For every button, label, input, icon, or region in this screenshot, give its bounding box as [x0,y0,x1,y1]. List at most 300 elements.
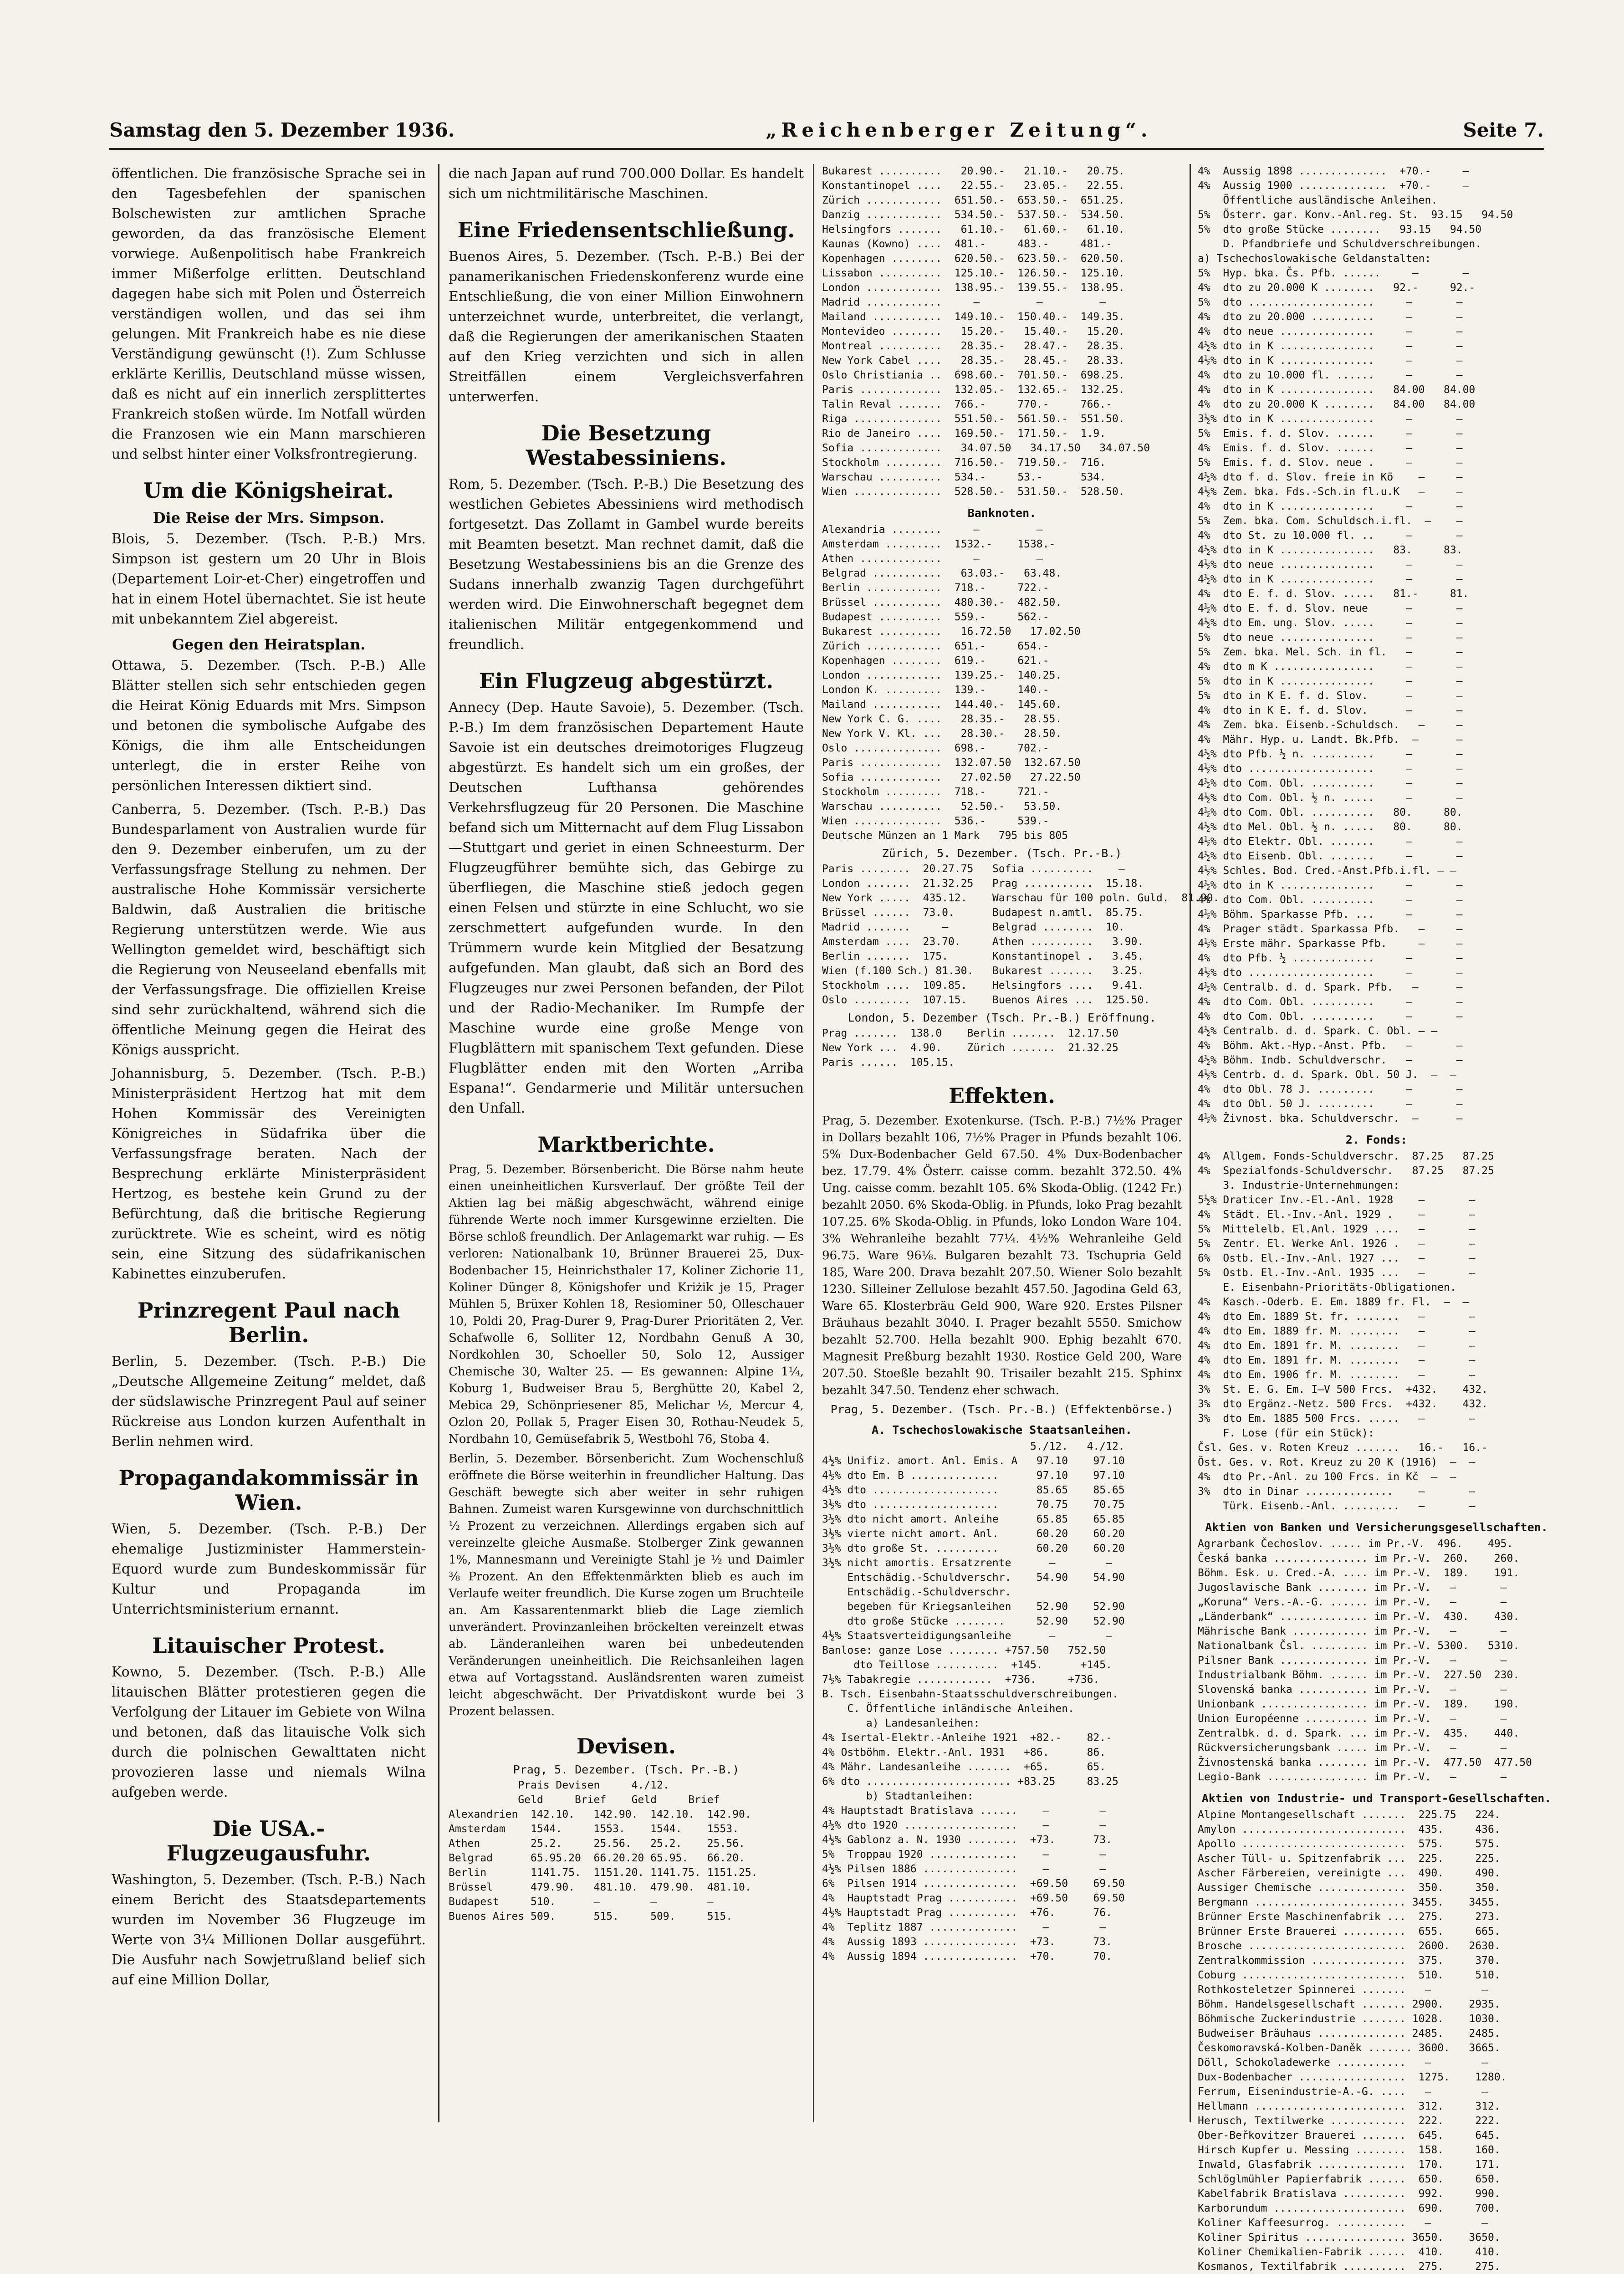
table-row: London ....... 21.32.25 Prag ........... 15.18. [822,878,1144,889]
article-body: Washington, 5. Dezember. (Tsch. P.-B.) Nach einem Bericht des Staatsdepartements wurden im November 36 Flugzeuge im Werte von 3¼ Millionen Dollar ausgeführt. Die Ausfuhr nach Sowjetrußland belief sich auf eine Million Dollar, [112,1872,426,1988]
table-row: 4½% dto Com. Obl. .......... 80. 80. [1198,807,1463,818]
table-row: Danzig ............ 534.50.- 537.50.- 534.50. [822,209,1125,221]
industry-shares-table [1198,1808,1555,2274]
table-row: 3% dto in Dinar .............. — — [1198,1486,1476,1497]
table-row: Budapest .......... 559.- 562.- [822,611,1049,623]
table-row: 4½% dto Pfb. ½ n. .......... — — [1198,748,1463,760]
table-row: 4% dto E. f. d. Slov. ..... 81.- 81. [1198,588,1469,600]
mortgage-bonds-table [1198,164,1555,1126]
table-row: 4½% dto .................... — — [1198,763,1463,775]
table-row: London K. ......... 139.- 140.- [822,684,1049,696]
headline-prince-regent: Prinzregent Paul nach Berlin. [137,1298,400,1347]
table-row: Koliner Kaffeesurrog. ........... — — [1198,2217,1488,2229]
table-row: Kopenhagen ........ 620.50.- 623.50.- 620.50. [822,253,1125,265]
subheadline: Die Reise der Mrs. Simpson. [153,509,385,526]
column-news-markets [449,164,804,2122]
column-divider [438,164,439,2122]
column-divider [1190,164,1191,2122]
table-row: 4% dto Em. 1891 fr. M. ........ — — [1198,1340,1476,1352]
table-row: B. Tsch. Eisenbahn-Staatsschuldverschreibungen. [822,1688,1118,1700]
table-row: 5% Zem. bka. Mel. Sch. in fl. — — [1198,646,1463,658]
headline-currencies: Devisen. [577,1734,676,1758]
article-body: Blois, 5. Dezember. (Tsch. P.-B.) Mrs. Simpson ist gestern um 20 Uhr in Blois (Departement Loir-et-Cher) eingetroffen und hat in einem Hotel übernachtet. Sie ist heute mit unbekanntem Ziel abgereist. [112,531,426,627]
table-row: Dux-Bodenbacher ................. 1275. 1280. [1198,2071,1507,2083]
table-row: New York ..... 435.12. Warschau für 100 poln. Guld. 81.90. [822,892,1220,904]
table-row: Industrialbank Böhm. ...... im Pr.-V. 227.50 230. [1198,1669,1520,1681]
table-row: 5% Österr. gar. Konv.-Anl.reg. St. 93.15 94.50 [1198,209,1513,221]
table-row: 4% Hauptstadt Prag ........... +69.50 69.50 [822,1892,1125,1904]
table-row: Brüssel ...... 73.0. Budapest n.amtl. 85.75. [822,907,1144,919]
table-row: Legio-Bank ................ im Pr.-V. — — [1198,1771,1507,1783]
table-row: 4% dto Com. Obl. .......... — — [1198,996,1463,1008]
table-row: Bergmann ........................ 3455. 3455. [1198,1896,1501,1908]
table-row: 4% dto in K E. f. d. Slov. — — [1198,705,1463,716]
article-body: Annecy (Dep. Haute Savoie), 5. Dezember. (Tsch. P.-B.) Im dem französischen Departement Haute Savoie ist ein deutsches dreimotoriges Flugzeug abgestürzt. Es handelt sich um ein großes, der Deutschen Lufthansa gehörendes Verkehrsflugzeug für 20 Personen. Die Maschine befand sich um Mitternacht auf dem Flug Lissabon—Stuttgart und geriet in einen Schneesturm. Der Flugzeugführer bemühte sich, das Gebirge zu überfliegen, die Maschine stieß jedoch gegen einen Felsen und stürzte in eine Schlucht, wo sie zerschmettert aufgefunden wurde. In den Trümmern wurde kein Mitglied der Besatzung aufgefunden. Man glaubt, daß sich an Bord des Flugzeuges nur zwei Personen befanden, der Pilot und der Radio-Mechaniker. Im Rumpfe der Maschine wurde eine große Menge von Flugblättern mit spanischem Text gefunden. Diese Flugblätter enden mit den Worten „Arriba Espana!“. Gendarmerie und Militär untersuchen den Unfall. [449,700,804,1116]
table-row: 6% Ostb. El.-Inv.-Anl. 1927 ... — — [1198,1252,1476,1264]
table-row: Ober-Beřkovitzer Brauerei ....... 645. 645. [1198,2130,1501,2141]
table-row: Mailand ........... 149.10.- 150.40.- 149.35. [822,311,1125,323]
table-row: Sofia ............. 27.02.50 27.22.50 [822,772,1081,783]
table-row: Böhmische Zuckerindustrie ....... 1028. 1030. [1198,2013,1501,2025]
table-row: 3½% dto .................... 70.75 70.75 [822,1499,1125,1511]
headline-royal-wedding: Um die Königsheirat. [143,478,394,503]
article-body: Ottawa, 5. Dezember. (Tsch. P.-B.) Alle Blätter stellen sich sehr entschieden gegen die Heirat König Eduards mit Mrs. Simpson und betonen die symbolische Aufgabe des Königs, die ihm alle Entscheidungen unterlegt, die in erster Reihe von persönlichen Interessen diktiert sind. [112,658,426,794]
table-row: 5% dto .................... — — [1198,296,1463,308]
table-row: New York Cabel .... 28.35.- 28.45.- 28.33. [822,355,1125,367]
table-row: Alpine Montangesellschaft ....... 225.75 224. [1198,1809,1501,1821]
table-row: 5% dto große Stücke ........ 93.15 94.50 [1198,224,1482,235]
table-row: Hellmann ........................ 312. 312. [1198,2100,1501,2112]
table-row: Pilsner Bank .............. im Pr.-V. — — [1198,1655,1507,1666]
table-row: 4% Ostböhm. Elektr.-Anl. 1931 +86. 86. [822,1747,1106,1758]
table-row: Paris ............. 132.05.- 132.65.- 132.25. [822,384,1125,396]
table-row: Budapest 510. — — — [449,1896,714,1908]
article-continuation: öffentlichen. Die französische Sprache sei in den Tagesbefehlen der spanischen Bolschewisten zur amtlichen Sprache geworden, da das französische Element vorwiege. Außenpolitisch habe Frankreich immer Mißerfolge erlitten. Deutschland dagegen habe sich mit Polen und Österreich verständigen wollen, und das sei ihm gelungen. Mit Frankreich habe es nie diese Verständigung gewünscht (!). Zum Schlusse erklärte Kerillis, Deutschland müsse wissen, daß es nicht auf ein innerlich zersplittertes Frankreich stoßen würde. Im Notfall würden die Franzosen wie ein Mann marschieren und selbst hinter einer Volksfrontregierung. [112,166,426,462]
table-row: 4% dto in K ............... — — [1198,501,1463,512]
table-row: Schlöglmühler Papierfabrik ...... 650. 650. [1198,2173,1501,2185]
table-row: Nationalbank Čsl. ......... im Pr.-V. 5300. 5310. [1198,1640,1520,1652]
currency-table [449,1778,804,1924]
table-row: 4% dto m K ................ — — [1198,661,1463,673]
table-row: Wien (f.100 Sch.) 81.30. Bukarest ....... 3.25. [822,965,1144,977]
table-row: Stockholm .... 109.85. Helsingfors .... 9.41. [822,980,1144,991]
table-row: 4½% dto Eisenb. Obl. ....... — — [1198,850,1463,862]
table-row: 4% dto St. zu 10.000 fl. .. — — [1198,530,1463,542]
table-row: Jugoslavische Bank ........ im Pr.-V. — — [1198,1582,1507,1594]
table-row: 3% dto Ergänz.-Netz. 500 Frcs. +432. 432. [1198,1398,1488,1410]
table-row: begeben für Kriegsanleihen 52.90 52.90 [822,1601,1125,1613]
table-row: 4% Allgem. Fonds-Schuldverschr. 87.25 87.25 [1198,1150,1494,1162]
table-row: Berlin ....... 175. Konstantinopel . 3.45. [822,950,1144,962]
table-row: 4½% dto Com. Obl. ½ n. ..... — — [1198,792,1463,804]
table-row: 3% St. E. G. Em. I—V 500 Frcs. +432. 432. [1198,1384,1488,1395]
london-dateline: London, 5. Dezember (Tsch. Pr.-B.) Eröffnung. [848,1011,1156,1024]
table-row: Slovenská banka ........... im Pr.-V. — — [1198,1684,1507,1696]
stock-exchange-dateline: Prag, 5. Dezember. (Tsch. Pr.-B.) (Effektenbörse.) [830,1403,1174,1416]
column-bonds-stocks [1198,164,1555,2273]
zurich-dateline: Zürich, 5. Dezember. (Tsch. Pr.-B.) [882,847,1122,860]
table-row: Paris ........ 20.27.75 Sofia .......... — [822,863,1125,875]
table-row: Entschädig.-Schuldverschr. 54.90 54.90 [822,1572,1125,1584]
table-row: Zürich ............ 651.- 654.- [822,640,1049,652]
table-row: Čsl. Ges. v. Roten Kreuz ....... 16.- 16.- [1198,1442,1488,1454]
table-row: Coburg .......................... 510. 510. [1198,1969,1501,1981]
table-row: Kosmanos, Textilfabrik .......... 275. 275. [1198,2261,1501,2273]
table-row: Banlose: ganze Lose ........ +757.50 752.50 [822,1645,1106,1656]
table-row: 4½% dto Em. ung. Slov. ..... — — [1198,617,1463,629]
table-row: Deutsche Münzen an 1 Mark 795 bis 805 [822,830,1068,842]
table-row: Zentralkommission ............... 375. 370. [1198,1955,1501,1967]
table-row: Oslo ......... 107.15. Buenos Aires ... 125.50. [822,994,1150,1006]
state-loans-table [822,1439,1182,1964]
table-row: dto Teillose .......... +145. +145. [822,1659,1112,1671]
table-row: New York ... 4.90. Zürich ....... 21.32.25 [822,1042,1118,1054]
market-report-prague: Prag, 5. Dezember. Börsenbericht. Die Börse nahm heute einen uneinheitlichen Kursverlauf. Der größte Teil der Aktien lag bei mäßig abgeschwächt, während einige führende Werte noch immer Kursgewinne erzielten. Die Börse schloß freundlich. Der Anlagemarkt war ruhig. — Es verloren: Nationalbank 10, Brünner Brauerei 25, Dux-Bodenbacher 15, Heinrichsthaler 17, Koliner Zichorie 11, Koliner Dünger 8, Königshofer und Kriżik je 15, Prager Mühlen 5, Brüxer Kohlen 18, Resiominer 50, Olleschauer 10, Poldi 20, Prag-Durer 9, Prag-Durer Prioritäten 2, Ver. Schafwolle 6, Solliter 12, Nordbahn Genuß A 30, Nordkohlen 30, Schoeller 50, Solo 12, Aussiger Chemische 30, Walter 25. — Es gewannen: Alpine 1¼, Koburg 1, Budweiser Brau 5, Berghütte 20, Kabel 2, Mebica 29, Schönpriesener 85, Melichar ½, Mercur 4, Ozlon 20, Pollak 5, Prager Eisen 30, Rothau-Neudek 5, Nordbahn 10, Gemüsefabrik 5, Westbohl 76, Stoba 4. [449,1163,804,1446]
table-row: 5% dto neue ............... — — [1198,632,1463,644]
subheadline: Gegen den Heiratsplan. [172,636,366,653]
table-row: Wien .............. 528.50.- 531.50.- 528.50. [822,486,1125,498]
table-row: 4½% dto .................... 85.65 85.65 [822,1484,1125,1496]
table-row: 4½% Centralb. d. d. Spark. Pfb. — — [1198,981,1463,993]
table-row: Stockholm ......... 716.50.- 719.50.- 716. [822,457,1106,469]
table-row: 4% dto Obl. 78 J. ......... — — [1198,1083,1463,1095]
table-row: a) Landesanleihen: [822,1717,980,1729]
table-row: 4½% dto .................... — — [1198,967,1463,979]
table-row: 5% Hyp. bka. Čs. Pfb. ...... — — [1198,267,1469,279]
table-row: Madrid ....... — Belgrad ........ 10. [822,921,1125,933]
table-row: 3½% nicht amortis. Ersatzrente — — [822,1557,1112,1569]
table-row: 4% Emis. f. d. Slov. ...... — — [1198,442,1463,454]
table-row: C. Öffentliche inländische Anleihen. [822,1703,1074,1715]
article-body: Johannisburg, 5. Dezember. (Tsch. P.-B.) Ministerpräsident Hertzog hat mit dem Hohen Kommissär des Vereinigten Königreiches in Südafrika über die Verfassungsfrage beraten. Nach der Besprechung erklärte Ministerpräsident Hertzog, es bestehe kein Grund zu der Befürchtung, daß die britische Regierung zurücktrete. Wie es scheint, wird es nötig sein, eine Sitzung des südafrikanischen Kabinettes einzuberufen. [112,1066,426,1282]
table-row: 4½% dto Mel. Obl. ½ n. ..... 80. 80. [1198,821,1463,833]
headline-plane-crash: Ein Flugzeug abgestürzt. [479,669,774,693]
table-row: Koliner Spiritus ................ 3650. 3650. [1198,2232,1501,2243]
table-row: Stockholm ......... 718.- 721.- [822,786,1049,798]
table-row: Öst. Ges. v. Rot. Kreuz zu 20 K (1916) — — [1198,1456,1476,1468]
table-row: F. Lose (für ein Stück): [1198,1427,1374,1439]
article-body: Berlin, 5. Dezember. (Tsch. P.-B.) Die „Deutsche Allgemeine Zeitung“ meldet, daß der südslawische Prinzregent Paul auf seiner Rückreise aus London kurzen Aufenthalt in Berlin nehmen wird. [112,1354,426,1450]
zurich-rates-table [822,862,1220,1007]
table-row: 4% dto zu 20.000 K ........ 92.- 92.- [1198,282,1476,294]
table-row: Zentralbk. d. d. Spark. ... im Pr.-V. 435. 440. [1198,1727,1520,1739]
table-row: Athen 25.2. 25.56. 25.2. 25.56. [449,1838,745,1850]
table-row: 6% dto ....................... +83.25 83.25 [822,1776,1118,1788]
table-row: London ............ 138.95.- 139.55.- 138.95. [822,282,1125,294]
table-row: 4½% Schles. Bod. Cred.-Anst.Pfb.i.fl. — — [1198,865,1456,877]
table-row: Döll, Schokoladewerke ........... — — [1198,2057,1488,2069]
header-rule [109,148,1544,150]
table-row: 5./12. 4./12. [822,1441,1125,1452]
table-row: Kabelfabrik Bratislava .......... 992. 990. [1198,2188,1501,2200]
page-number: Seite 7. [1463,118,1544,141]
table-row: 4% Städt. El.-Inv.-Anl. 1929 . — — [1198,1209,1476,1221]
table-row: „Länderbank“ .............. im Pr.-V. 430. 430. [1198,1611,1520,1623]
table-row: 4½% dto 1920 .................. — — [822,1819,1106,1831]
table-row: Koliner Chemikalien-Fabrik ...... 410. 410. [1198,2246,1501,2258]
table-row: Paris ...... 105.15. [822,1057,955,1068]
table-row: 4½% Staatsverteidigungsanleihe — — [822,1630,1112,1642]
table-row: 4% Aussig 1894 ............... +70. 70. [822,1951,1112,1962]
table-row: 4½% Živnost. bka. Schuldverschr. — — [1198,1113,1463,1124]
table-row: 5% Ostb. El.-Inv.-Anl. 1935 ... — — [1198,1267,1476,1279]
column-exchange-rates [822,164,1220,2122]
article-body: Kowno, 5. Dezember. (Tsch. P.-B.) Alle litauischen Blätter protestieren gegen die Verfolgung der Litauer im Gebiete von Wilna und betonen, daß das litauische Volk sich durch die polnischen Gewalttaten nicht provozieren lasse und niemals Wilna aufgeben werde. [112,1664,426,1800]
article-body: Wien, 5. Dezember. (Tsch. P.-B.) Der ehemalige Justizminister Hammerstein-Equord wurde zum Bundeskommissär für Kultur und Propaganda im Unterrichtsministerium ernannt. [112,1521,426,1617]
table-row: Amsterdam 1544. 1553. 1544. 1553. [449,1823,739,1835]
column-divider [813,164,814,2122]
table-row: 4½% dto E. f. d. Slov. neue — — [1198,603,1463,614]
table-row: 4½% Centralb. d. d. Spark. C. Obl. — — [1198,1025,1438,1037]
table-row: 4½% dto in K ............... — — [1198,573,1463,585]
table-row: 3% dto Em. 1885 500 Frcs. ..... — — [1198,1413,1476,1425]
table-row: 4% dto in K ............... 84.00 84.00 [1198,384,1476,396]
table-row: Amsterdam .... 23.70. Athen .......... 3.90. [822,936,1144,948]
table-row: Živnostenská banka ........ im Pr.-V. 477.50 477.50 [1198,1757,1532,1768]
table-row: Oslo Christiania .. 698.60.- 701.50.- 698.25. [822,369,1125,381]
table-row: a) Tschechoslowakische Geldanstalten: [1198,253,1431,265]
headline-lithuanian-protest: Litauischer Protest. [152,1633,385,1658]
table-row: Apollo .......................... 575. 575. [1198,1838,1501,1850]
table-row: 4½% dto in K ............... — — [1198,355,1463,367]
table-row: 3. Industrie-Unternehmungen: [1198,1180,1400,1191]
table-row: Alexandrien 142.10. 142.90. 142.10. 142.90. [449,1809,751,1820]
table-row: Belgrad ........... 63.03.- 63.48. [822,567,1062,579]
table-row: Brüssel 479.90. 481.10. 479.90. 481.10. [449,1881,751,1893]
table-row: 4% Spezialfonds-Schuldverschr. 87.25 87.25 [1198,1165,1494,1177]
bank-shares-heading: Aktien von Banken und Versicherungsgesellschaften. [1205,1521,1548,1534]
table-row: 4½% dto Em. B .............. 97.10 97.10 [822,1470,1125,1482]
table-row: 4% Böhm. Akt.-Hyp.-Anst. Pfb. — — [1198,1040,1463,1052]
table-row: Inwald, Glasfabrik .............. 170. 171. [1198,2159,1501,2171]
table-row: London ............ 139.25.- 140.25. [822,669,1062,681]
table-row: Kopenhagen ........ 619.- 621.- [822,655,1049,667]
exotic-rates-report: Prag, 5. Dezember. Exotenkurse. (Tsch. P.-B.) 7½% Prager in Dollars bezahlt 106, 7½% Prager in Pfunds bezahlt 106. 5% Dux-Bodenbacher Geld 67.50. 4% Dux-Bodenbacher bez. 17.79. 4% Österr. caisse comm. bezahlt 372.50. 4% Ung. caisse comm. bezahlt 105. 6% Skoda-Oblig. (1242 Fr.) bezahlt 2050. 6% Skoda-Oblig. in Pfunds, loko Prag bezahlt 107.25. 6% Skoda-Oblig. in Pfunds, loko London Ware 104. 3% Wehranleihe bezahlt 77¼. 4½% Wehranleihe Geld 96.75. Ware 96⅛. Bulgaren bezahlt 73. Tschupria Geld 185, Ware 200. Drava bezahlt 207.50. Wiener Solo bezahlt 1230. Silleiner Zellulose bezahlt 457.50. Jagodina Geld 63, Ware 65. Klosterbräu Geld 900, Ware 920. Erstes Pilsner Bräuhaus bezahlt 3040. I. Prager bezahlt 5550. Smichow bezahlt 52.700. Hella bezahlt 900. Ephig bezahlt 670. Magnesit Preßburg bezahlt 1930. Rostice Geld 200, Ware 207.50. Stoeßle bezahlt 90. Trisailer bezahlt 215. Sphinx bezahlt 347.50. Tendenz eher schwach. [822,1114,1182,1397]
column-politics [112,164,426,2122]
table-row: Riga .............. 551.50.- 561.50.- 551.50. [822,413,1125,425]
banknotes-table [822,522,1182,843]
table-row: 4½% Pilsen 1886 ............... — — [822,1863,1106,1875]
table-row: Prais Devisen 4./12. [449,1779,669,1791]
market-report-berlin: Berlin, 5. Dezember. Börsenbericht. Zum Wochenschluß eröffnete die Börse weiterhin in freundlicher Haltung. Das Geschäft bewegte sich aber weiter in sehr ruhigen Bahnen. Zumeist waren Kursgewinne von durchschnittlich ½ Prozent zu verzeichnen. Allerdings ergaben sich auf vereinzelte gleiche Ausmaße. Stolberger Zink gewannen 1%, Mannesmann und Vereinigte Stahl je ½ und Daimler ⅜ Prozent. An den Effektenmärkten blieb es auch im Verlaufe weiter freundlich. Die Kurse zogen um Bruchteile an. Am Kassarentenmarkt blieb die Lage ziemlich unverändert. Provinzanleihen bröckelten vereinzelt etwas ab. Länderanleihen waren bei unbedeutenden Veränderungen uneinheitlich. Die Reichsanleihen lagen etwa auf Vortagsstand. Ausländsrenten waren zumeist leicht abgeschwächt. Der Privatdiskont wurde bei 3 Prozent belassen. [449,1452,804,1718]
table-row: 4% dto Com. Obl. .......... — — [1198,1011,1463,1022]
table-row: Sofia ............. 34.07.50 34.17.50 34.07.50 [822,442,1150,454]
table-row: Zürich ............ 651.50.- 653.50.- 651.25. [822,194,1125,206]
table-row: 4½% dto in K ............... — — [1198,340,1463,352]
table-row: Mailand ........... 144.40.- 145.60. [822,699,1062,710]
table-row: Brünner Erste Maschinenfabrik ... 275. 273. [1198,1911,1501,1923]
table-row: Amylon .......................... 435. 436. [1198,1824,1501,1835]
headline-market-reports: Marktberichte. [537,1132,715,1157]
table-row: Buenos Aires 509. 515. 509. 515. [449,1911,733,1922]
funds-heading: 2. Fonds: [1345,1133,1408,1146]
table-row: Böhm. Esk. u. Cred.-A. .... im Pr.-V. 189. 191. [1198,1567,1520,1579]
table-row: 4% dto Em. 1889 St. fr. ....... — — [1198,1311,1476,1323]
table-row: 3½% dto nicht amort. Anleihe 65.85 65.85 [822,1513,1125,1525]
table-row: 4½% Böhm. Indb. Schuldverschr. — — [1198,1054,1463,1066]
table-row: Karborundum ..................... 690. 700. [1198,2202,1501,2214]
table-row: Warschau .......... 534.- 53.- 534. [822,471,1106,483]
table-row: Entschädig.-Schuldverschr. [822,1586,1011,1598]
issue-date: Samstag den 5. Dezember 1936. [109,118,455,141]
article-body: Buenos Aires, 5. Dezember. (Tsch. P.-B.) Bei der panamerikanischen Friedenskonferenz wurde eine Entschließung, die von einer Million Einwohnern unterzeichnet wurde, unterbreitet, die verlangt, daß die Regierungen der amerikanischen Staaten auf den Krieg verzichten und sich in allen Streitfällen einem Vergleichsverfahren unterwerfen. [449,249,804,405]
headline-propaganda-commissioner: Propagandakommissär in Wien. [118,1466,419,1515]
table-row: Rothkosteletzer Spinnerei ....... — — [1198,1984,1488,1996]
table-row: 4½% Zem. bka. Fds.-Sch.in fl.u.K — — [1198,486,1463,498]
table-row: Ascher Färbereien, vereinigte ... 490. 490. [1198,1867,1501,1879]
currencies-dateline: Prag, 5. Dezember. (Tsch. Pr.-B.) [513,1763,740,1776]
table-row: Brünner Erste Brauerei .......... 655. 665. [1198,1926,1501,1937]
table-row: Brüssel ........... 480.30.- 482.50. [822,597,1062,608]
table-row: 4½% Centrb. d. d. Spark. Obl. 50 J. — — [1198,1069,1456,1081]
table-row: Öffentliche ausländische Anleihen. [1198,194,1438,206]
state-loans-heading: A. Tschechoslowakische Staatsanleihen. [872,1423,1132,1436]
london-rates-table [822,1026,1182,1070]
table-row: 5% dto in K ............... — — [1198,675,1463,687]
table-row: Agrarbank Čechoslov. ..... im Pr.-V. 496. 495. [1198,1538,1513,1550]
table-row: 4% dto zu 20.000 K ........ 84.00 84.00 [1198,399,1476,410]
table-row: 4½% dto in K ............... 83. 83. [1198,544,1463,556]
table-row: 4% Aussig 1900 .............. +70.- — [1198,180,1469,192]
table-row: 4% dto Obl. 50 J. ......... — — [1198,1098,1463,1110]
table-row: 4% Teplitz 1887 .............. — — [822,1921,1106,1933]
table-row: 4% dto Pfb. ½ ............. — — [1198,952,1463,964]
table-row: E. Eisenbahn-Prioritäts-Obligationen. [1198,1282,1456,1293]
table-row: Montreal .......... 28.35.- 28.47.- 28.35. [822,340,1125,352]
table-row: Lissabon .......... 125.10.- 126.50.- 125.10. [822,267,1125,279]
table-row: 4½% Gablonz a. N. 1930 ........ +73. 73. [822,1834,1112,1846]
table-row: Českomoravská-Kolben-Daněk ....... 3600. 3665. [1198,2042,1501,2054]
table-row: Belgrad 65.95.20 66.20.20 65.95. 66.20. [449,1852,745,1864]
table-row: Rio de Janeiro .... 169.50.- 171.50.- 1.9. [822,428,1106,439]
table-row: Athen ............. — — [822,553,1043,565]
table-row: 5% Emis. f. d. Slov. ...... — — [1198,428,1463,439]
headline-securities: Effekten. [949,1083,1055,1108]
table-row: Oslo .............. 698.- 702.- [822,742,1049,754]
table-row: 3½% dto in K ............... — — [1198,413,1463,425]
table-row: 4% dto neue ............... — — [1198,326,1463,337]
table-row: 4% Zem. bka. Eisenb.-Schuldsch. — — [1198,719,1463,731]
table-row: 4% dto zu 10.000 fl. ...... — — [1198,369,1463,381]
table-row: dto große Stücke ........ 52.90 52.90 [822,1615,1125,1627]
table-row: 4% dto Pr.-Anl. zu 100 Frcs. in Kč — — [1198,1471,1456,1483]
table-row: 4% Mähr. Hyp. u. Landt. Bk.Pfb. — — [1198,734,1463,746]
table-row: Herusch, Textilwerke ............ 222. 222. [1198,2115,1501,2127]
table-row: 4½% dto Elektr. Obl. ....... — — [1198,836,1463,848]
table-row: 4½% Hauptstadt Prag ........... +76. 76. [822,1907,1112,1919]
table-row: Aussiger Chemische .............. 350. 350. [1198,1882,1501,1894]
table-row: 4% dto Com. Obl. .......... — — [1198,894,1463,906]
table-row: Prag ....... 138.0 Berlin ....... 12.17.50 [822,1027,1118,1039]
table-row: 6% Pilsen 1914 ............... +69.50 69.50 [822,1878,1125,1890]
table-row: 4½% Erste mähr. Sparkasse Pfb. — — [1198,938,1463,950]
table-row: 3½% dto große St. .......... 60.20 60.20 [822,1543,1125,1554]
table-row: 4% Prager städt. Sparkassa Pfb. — — [1198,923,1463,935]
table-row: 5% dto in K E. f. d. Slov. — — [1198,690,1463,702]
table-row: Berlin ............ 718.- 722.- [822,582,1049,594]
table-row: Ferrum, Eisenindustrie-A.-G. .... — — [1198,2086,1488,2098]
table-row: Paris ............. 132.07.50 132.67.50 [822,757,1081,769]
table-row: Geld Brief Geld Brief [449,1794,720,1806]
page-header [109,116,1544,143]
banknotes-heading: Banknoten. [967,506,1037,520]
table-row: Böhm. Handelsgesellschaft ....... 2900. 2935. [1198,1998,1501,2010]
article-continuation: die nach Japan auf rund 700.000 Dollar. Es handelt sich um nichtmilitärische Maschinen. [449,166,804,202]
table-row: Talin Reval ....... 766.- 770.- 766.- [822,399,1112,410]
exchange-rate-table [822,164,1182,499]
table-row: Bukarest .......... 20.90.- 21.10.- 20.75. [822,165,1125,177]
table-row: 4½% dto f. d. Slov. freie in Kö — — [1198,471,1463,483]
table-row: Helsingfors ....... 61.10.- 61.60.- 61.10. [822,224,1125,235]
table-row: „Koruna“ Vers.-A.-G. ...... im Pr.-V. — — [1198,1596,1507,1608]
table-row: Ascher Tüll- u. Spitzenfabrik ... 225. 225. [1198,1853,1501,1865]
headline-peace-resolution: Eine Friedensentschließung. [457,218,795,242]
table-row: Budweiser Bräuhaus .............. 2485. 2485. [1198,2028,1501,2039]
table-row: 4% dto Em. 1891 fr. M. ........ — — [1198,1354,1476,1366]
table-row: Česká banka ............... im Pr.-V. 260. 260. [1198,1553,1520,1564]
table-row: 7½% Tabakregie ............ +736. +736. [822,1674,1100,1686]
newspaper-title: „Reichenberger Zeitung“. [766,118,1152,141]
bank-shares-table [1198,1537,1555,1784]
table-row: Konstantinopel .... 22.55.- 23.05.- 22.55. [822,180,1125,192]
table-row: New York C. G. .... 28.35.- 28.55. [822,713,1062,725]
table-row: 5½% Draticer Inv.-El.-Anl. 1928 — — [1198,1194,1476,1206]
table-row: Mährische Bank ............ im Pr.-V. — — [1198,1625,1507,1637]
table-row: 4% Hauptstadt Bratislava ...... — — [822,1805,1106,1817]
table-row: 4½% dto neue ............... — — [1198,559,1463,571]
table-row: 5% Mittelelb. El.Anl. 1929 .... — — [1198,1223,1476,1235]
article-body: Canberra, 5. Dezember. (Tsch. P.-B.) Das Bundesparlament von Australien wurde für den 9. Dezember einberufen, um zu der Verfassungsfrage Stellung zu nehmen. Der australische Hohe Kommissär versicherte Baldwin, daß Australien die britische Regierung unterstützen werde. Wie aus Wellington gemeldet wird, beschäftigt sich die Regierung von Neuseeland ebenfalls mit der Verfassungsfrage. Die offiziellen Kreise sind sehr zurückhaltend, während sich die öffentliche Meinung gegen die Heirat des Königs ausspricht. [112,802,426,1058]
table-row: 4% Aussig 1898 .............. +70.- — [1198,165,1469,177]
table-row: 4% Isertal-Elektr.-Anleihe 1921 +82.- 82.- [822,1732,1112,1744]
table-row: 4½% Böhm. Sparkasse Pfb. ... — — [1198,909,1463,920]
table-row: Hirsch Kupfer u. Messing ........ 158. 160. [1198,2144,1501,2156]
table-row: 4½% dto in K ............... — — [1198,879,1463,891]
table-row: Bukarest .......... 16.72.50 17.02.50 [822,626,1081,638]
table-row: Madrid ............ — — — [822,296,1106,308]
table-row: Union Européenne .......... im Pr.-V. — — [1198,1713,1507,1725]
table-row: D. Pfandbriefe und Schuldverschreibungen. [1198,238,1482,250]
table-row: New York V. Kl. ... 28.30.- 28.50. [822,728,1062,740]
table-row: Warschau .......... 52.50.- 53.50. [822,801,1062,813]
funds-industry-table [1198,1149,1555,1513]
table-row: Montevideo ........ 15.20.- 15.40.- 15.20. [822,326,1125,337]
headline-usa-aircraft-export: Die USA.-Flugzeugausfuhr. [166,1816,371,1865]
table-row: Amsterdam ......... 1532.- 1538.- [822,538,1056,550]
table-row: b) Stadtanleihen: [822,1790,974,1802]
table-row: Türk. Eisenb.-Anl. ......... — — [1198,1500,1476,1512]
table-row: Unionbank ................. im Pr.-V. 189. 190. [1198,1698,1520,1710]
table-row: 3½% vierte nicht amort. Anl. 60.20 60.20 [822,1528,1125,1540]
article-body: Rom, 5. Dezember. (Tsch. P.-B.) Die Besetzung des westlichen Gebietes Abessiniens wird methodisch fortgesetzt. Das Zollamt in Gambel wurde bereits mit Beamten besetzt. Man rechnet damit, daß die Besetzung Westabessiniens bis an die Grenze des Sudans innerhalb zwanzig Tagen durchgeführt werden wird. Die Einwohnerschaft begegnet dem italienischen Militär entgegenkommend und freundlich. [449,476,804,653]
table-row: Kaunas (Kowno) .... 481.- 483.- 481.- [822,238,1112,250]
industry-shares-heading: Aktien von Industrie- und Transport-Gesellschaften. [1201,1792,1552,1805]
table-row: Alexandria ........ — — [822,524,1043,536]
table-row: 5% Zem. bka. Com. Schuldsch.i.fl. — — [1198,515,1463,527]
table-row: 5% Troppau 1920 .............. — — [822,1849,1106,1860]
table-row: 4½% dto Com. Obl. .......... — — [1198,777,1463,789]
table-row: 5% Zentr. El. Werke Anl. 1926 . — — [1198,1238,1476,1250]
table-row: 4% dto Em. 1906 fr. M. ........ — — [1198,1369,1476,1381]
table-row: Berlin 1141.75. 1151.20. 1141.75. 1151.25. [449,1867,758,1879]
table-row: 4% dto Em. 1889 fr. M. ........ — — [1198,1325,1476,1337]
headline-abyssinia: Die Besetzung Westabessiniens. [526,421,727,470]
table-row: Wien .............. 536.- 539.- [822,815,1049,827]
table-row: Brosche ......................... 2600. 2630. [1198,1940,1501,1952]
table-row: Rückversicherungsbank ..... im Pr.-V. — — [1198,1742,1507,1754]
table-row: 4% Aussig 1893 ............... +73. 73. [822,1936,1112,1948]
table-row: 4½% Unifiz. amort. Anl. Emis. A 97.10 97.10 [822,1455,1125,1467]
